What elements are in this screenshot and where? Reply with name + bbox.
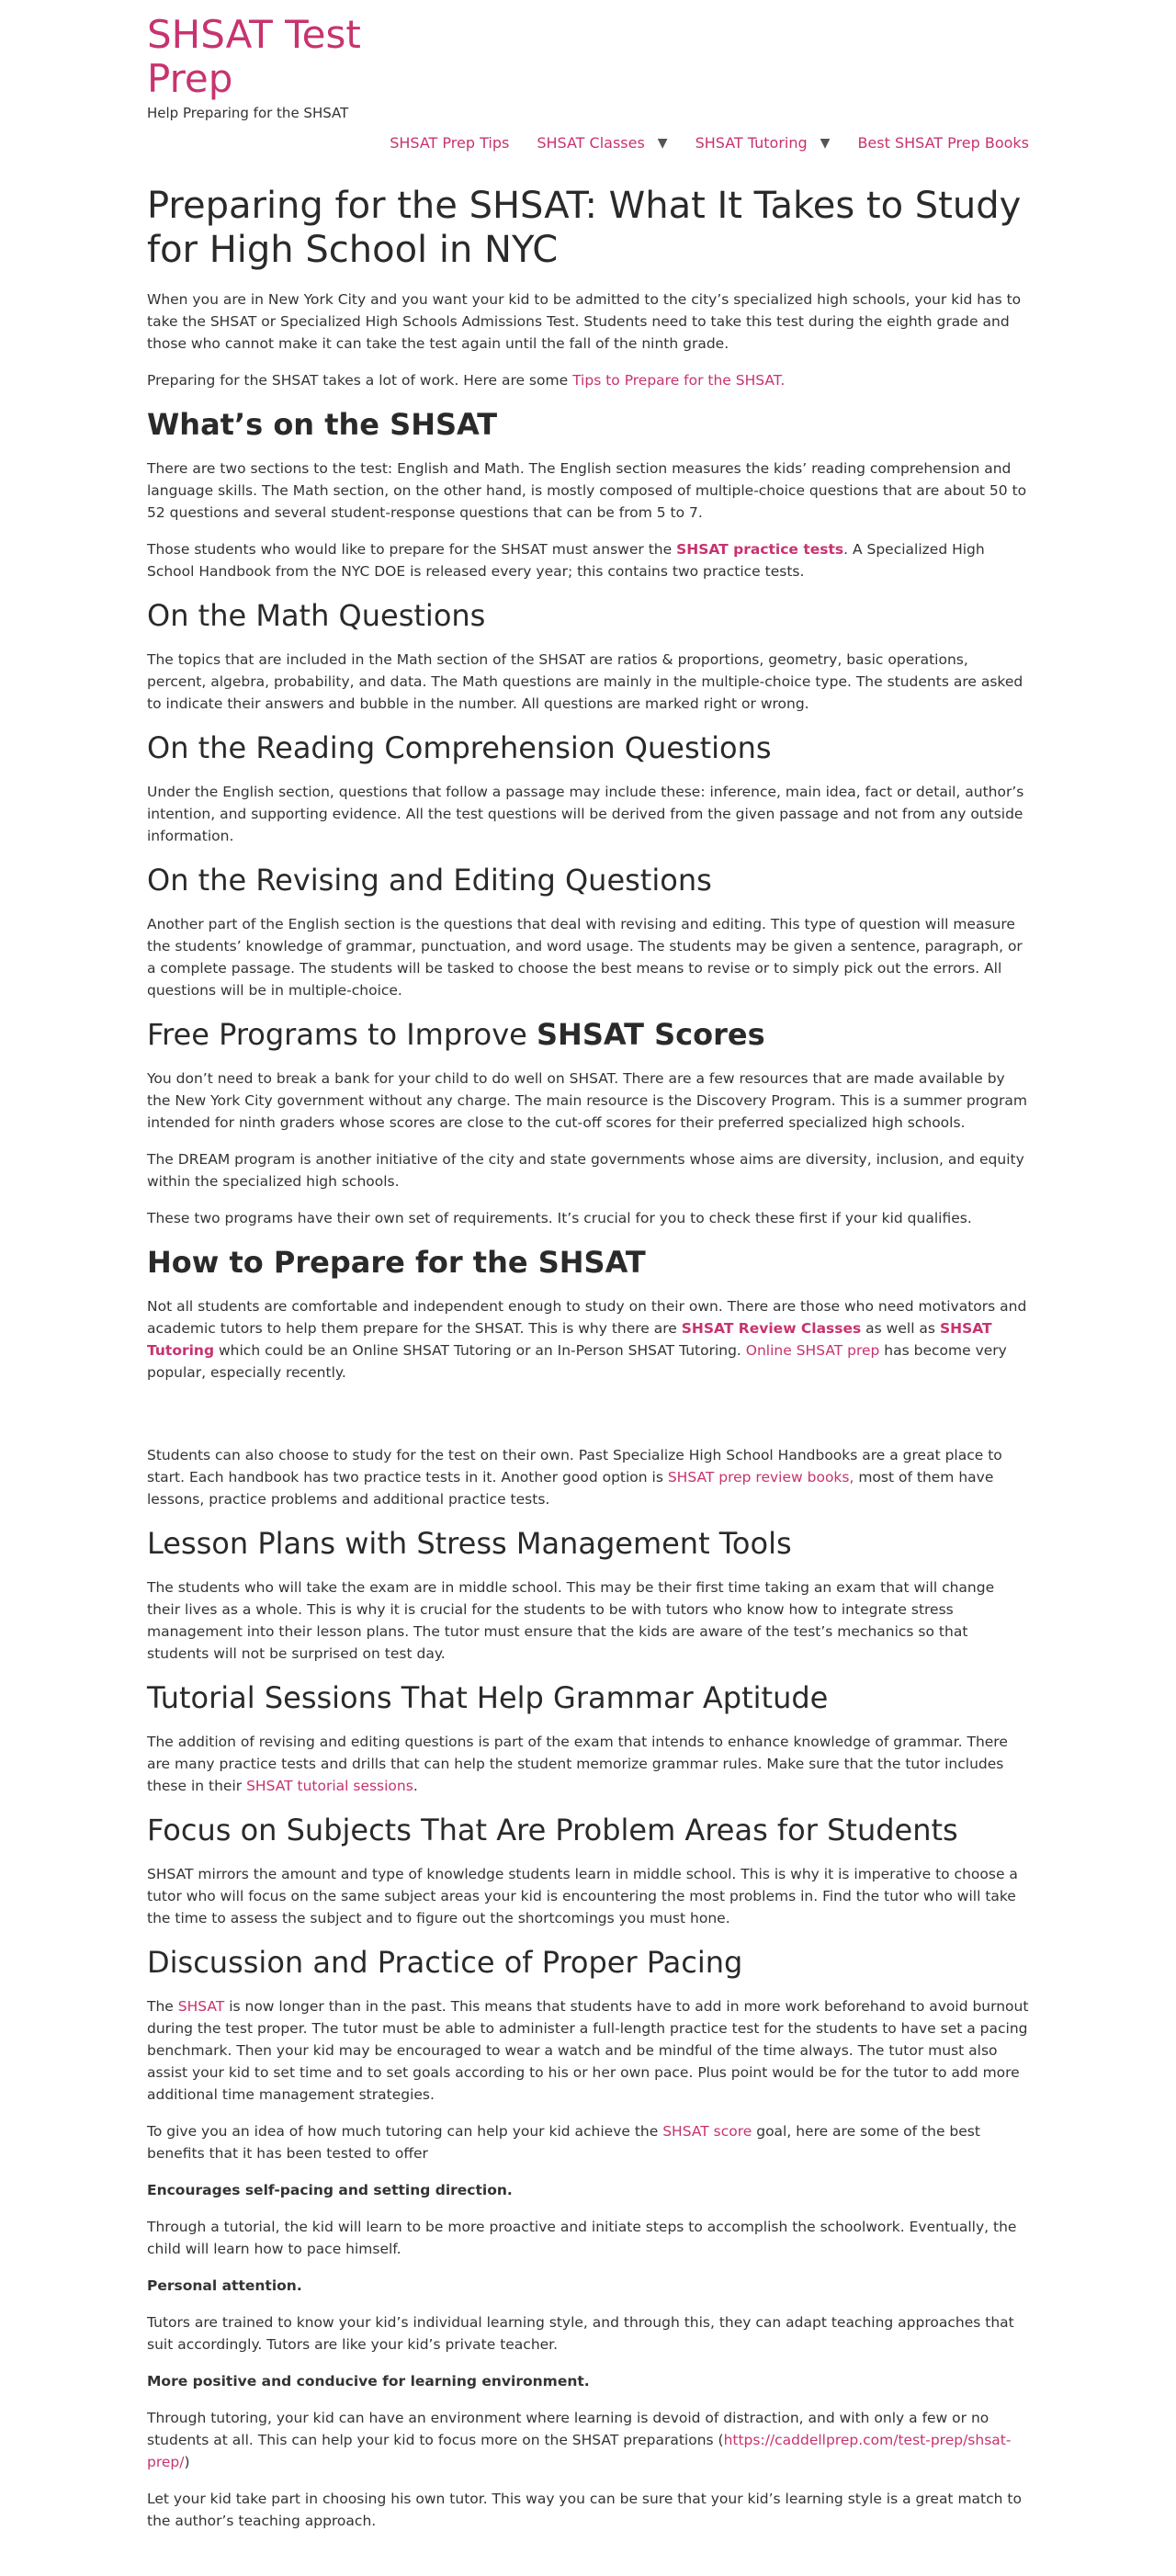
whats-paragraph-1: There are two sections to the test: English and Math. The English section measures the kids’ reading comprehension and language skills. The Math section, on the other hand, is mostly composed of multiple-choice questions that are about 50 to 52 questions and several student-response questions that can be from 5 to 7. <box>147 460 1027 521</box>
text: Through tutoring, your kid can have an environment where learning is devoid of distraction, and with only a few or no students at all. This can help your kid to focus more on the SHSAT preparations ( <box>147 2410 989 2448</box>
chevron-down-icon[interactable]: ▼ <box>657 135 668 151</box>
text: has become very popular, especially recently. <box>147 1342 1007 1381</box>
intro-paragraph-tips <box>147 369 1029 391</box>
grammar-paragraph <box>147 1731 1029 1797</box>
heading-revising-questions: On the Revising and Editing Questions <box>147 863 712 898</box>
nav-link-prep-tips[interactable]: SHSAT Prep Tips <box>390 134 510 152</box>
spacer <box>147 1398 1029 1444</box>
link-prep-review-books[interactable]: SHSAT prep review books, <box>667 1469 854 1486</box>
benefit-paragraph-personal-attention: Tutors are trained to know your kid’s individual learning style, and through this, they can adapt teaching approaches that suit accordingly. Tutors are like your kid’s private teacher. <box>147 2314 1014 2353</box>
link-caddell-prep[interactable]: https://caddellprep.com/test-prep/shsat-prep/ <box>147 2432 1012 2470</box>
free-paragraph-1: You don’t need to break a bank for your child to do well on SHSAT. There are a few resources that are made available by the New York City government without any charge. The main resource is the Discovery Program. This is a summer program intended for ninth graders whose scores are close to the cut-off scores for their preferred specialized high schools. <box>147 1070 1028 1131</box>
chevron-down-icon[interactable]: ▼ <box>820 135 831 151</box>
pacing-paragraph-2 <box>147 2120 1029 2164</box>
pacing-paragraph-1 <box>147 1995 1029 2106</box>
focus-paragraph: SHSAT mirrors the amount and type of knowledge students learn in middle school. This is why it is imperative to choose a tutor who will focus on the same subject areas your kid is encountering the most problems in. Find the tutor who will take the time to assess the subject and to figure out the shortcomings you must hone. <box>147 1866 1018 1926</box>
link-review-classes[interactable]: SHSAT Review Classes <box>681 1320 862 1337</box>
link-online-prep[interactable]: Online SHSAT prep <box>745 1342 880 1359</box>
free-paragraph-3: These two programs have their own set of requirements. It’s crucial for you to check these first if your kid qualifies. <box>147 1210 972 1226</box>
link-tips-prepare[interactable]: Tips to Prepare for the SHSAT. <box>572 372 786 389</box>
benefit-title-self-pacing: Encourages self-pacing and setting direction. <box>147 2182 513 2198</box>
link-tutorial-sessions[interactable]: SHSAT tutorial sessions <box>246 1778 413 1794</box>
benefit-title-personal-attention: Personal attention. <box>147 2277 302 2294</box>
closing-paragraph: Let your kid take part in choosing his own tutor. This way you can be sure that your kid’s learning style is a great match to the author’s teaching approach. <box>147 2491 1022 2529</box>
text: which could be an Online SHSAT Tutoring or an In-Person SHSAT Tutoring. <box>214 1342 746 1359</box>
text: To give you an idea of how much tutoring can help your kid achieve the <box>147 2123 663 2140</box>
text: Not all students are comfortable and independent enough to study on their own. There are those who need motivators and academic tutors to help them prepare for the SHSAT. This is why there are <box>147 1298 1027 1337</box>
benefit-paragraph-environment <box>147 2407 1029 2473</box>
main-navigation <box>358 134 1029 152</box>
link-shsat[interactable]: SHSAT <box>177 1998 225 2015</box>
nav-link-classes[interactable]: SHSAT Classes <box>537 134 645 152</box>
reading-paragraph: Under the English section, questions that follow a passage may include these: inference, main idea, fact or detail, author’s intention, and supporting evidence. All the test questions will be derived from the given passage and not from any outside information. <box>147 784 1024 844</box>
intro-paragraph: When you are in New York City and you want your kid to be admitted to the city’s specialized high schools, your kid has to take the SHSAT or Specialized High Schools Admissions Test. Students need to take this test during the eighth grade and those who cannot make it can take the test again until the fall of the ninth grade. <box>147 291 1022 352</box>
text: Free Programs to Improve <box>147 1017 537 1052</box>
site-tagline: Help Preparing for the SHSAT <box>147 105 349 121</box>
text: as well as <box>861 1320 940 1337</box>
nav-item-prep-tips[interactable] <box>390 134 509 152</box>
text: is now longer than in the past. This means that students have to add in more work beforehand to avoid burnout during the test proper. The tutor must be able to administer a full-length practice test for the students to have set a pacing benchmark. Then your kid may be encouraged to wear a watch and be mindful of the time always. The tutor must also assist your kid to set time and to set goals according to his or her own pace. Plus point would be for the tutor to add more additional time management strategies. <box>147 1998 1029 2103</box>
how-paragraph-1 <box>147 1295 1029 1384</box>
benefit-paragraph-self-pacing: Through a tutorial, the kid will learn to be more proactive and initiate steps to accomplish the schoolwork. Eventually, the child will learn how to pace himself. <box>147 2219 1017 2257</box>
article-content <box>147 184 1029 2547</box>
text: Those students who would like to prepare for the SHSAT must answer the <box>147 541 677 558</box>
heading-math-questions: On the Math Questions <box>147 598 486 633</box>
text: The <box>147 1998 178 2015</box>
math-paragraph: The topics that are included in the Math section of the SHSAT are ratios & proportions, geometry, basic operations, percent, algebra, probability, and data. The Math questions are mainly in the multiple-choice type. The students are asked to indicate their answers and bubble in the number. All questions are marked right or wrong. <box>147 651 1023 712</box>
text: . <box>413 1778 418 1794</box>
whats-paragraph-2 <box>147 538 1029 582</box>
link-practice-tests[interactable]: SHSAT practice tests <box>676 541 844 558</box>
text: Students can also choose to study for the test on their own. Past Specialize High School Handbooks are a great place to start. Each handbook has two practice tests in it. Another good option is <box>147 1447 1002 1486</box>
text: SHSAT Scores <box>536 1017 765 1052</box>
nav-item-tutoring[interactable] <box>695 134 831 152</box>
benefit-title-environment: More positive and conducive for learning environment. <box>147 2373 590 2390</box>
page-title: Preparing for the SHSAT: What It Takes to Study for High School in NYC <box>147 185 1022 271</box>
free-paragraph-2: The DREAM program is another initiative of the city and state governments whose aims are diversity, inclusion, and equity within the specialized high schools. <box>147 1151 1024 1190</box>
heading-problem-areas: Focus on Subjects That Are Problem Areas for Students <box>147 1813 958 1847</box>
text: most of them have lessons, practice problems and additional practice tests. <box>147 1469 994 1508</box>
text: Preparing for the SHSAT takes a lot of work. Here are some <box>147 372 573 389</box>
text: The addition of revising and editing questions is part of the exam that intends to enhance knowledge of grammar. There are many practice tests and drills that can help the student memorize grammar rules. Make sure that the tutor includes these in their <box>147 1734 1008 1794</box>
revising-paragraph: Another part of the English section is the questions that deal with revising and editing. This type of question will measure the students’ knowledge of grammar, punctuation, and word usage. The students may be given a sentence, paragraph, or a complete passage. The students will be tasked to choose the best means to revise or to simply pick out the errors. All questions will be in multiple-choice. <box>147 916 1023 999</box>
heading-reading-questions: On the Reading Comprehension Questions <box>147 730 772 765</box>
site-title[interactable]: SHSAT Test Prep <box>147 12 361 101</box>
nav-item-classes[interactable] <box>537 134 667 152</box>
how-paragraph-2 <box>147 1444 1029 1510</box>
heading-free-programs <box>147 1016 1029 1053</box>
heading-whats-on-shsat: What’s on the SHSAT <box>147 407 498 442</box>
text: ) <box>184 2454 190 2470</box>
link-shsat-score[interactable]: SHSAT score <box>662 2123 752 2140</box>
text: goal, here are some of the best benefits that it has been tested to offer <box>147 2123 980 2162</box>
link-shsat-tutoring[interactable]: SHSAT Tutoring <box>147 1320 992 1359</box>
text: . A Specialized High School Handbook from the NYC DOE is released every year; this contains two practice tests. <box>147 541 985 580</box>
heading-proper-pacing: Discussion and Practice of Proper Pacing <box>147 1945 743 1980</box>
heading-grammar-aptitude: Tutorial Sessions That Help Grammar Aptitude <box>147 1680 829 1715</box>
heading-lesson-plans: Lesson Plans with Stress Management Tools <box>147 1526 792 1561</box>
lesson-paragraph: The students who will take the exam are in middle school. This may be their first time taking an exam that will change their lives as a whole. This is why it is crucial for the students to be with tutors who know how to integrate stress management into their lesson plans. The tutor must ensure that the kids are aware of the test’s mechanics so that students will not be surprised on test day. <box>147 1579 995 1662</box>
nav-item-best-books[interactable] <box>857 134 1029 152</box>
heading-how-to-prepare: How to Prepare for the SHSAT <box>147 1245 646 1280</box>
nav-link-best-books[interactable]: Best SHSAT Prep Books <box>857 134 1029 152</box>
nav-link-tutoring[interactable]: SHSAT Tutoring <box>695 134 808 152</box>
